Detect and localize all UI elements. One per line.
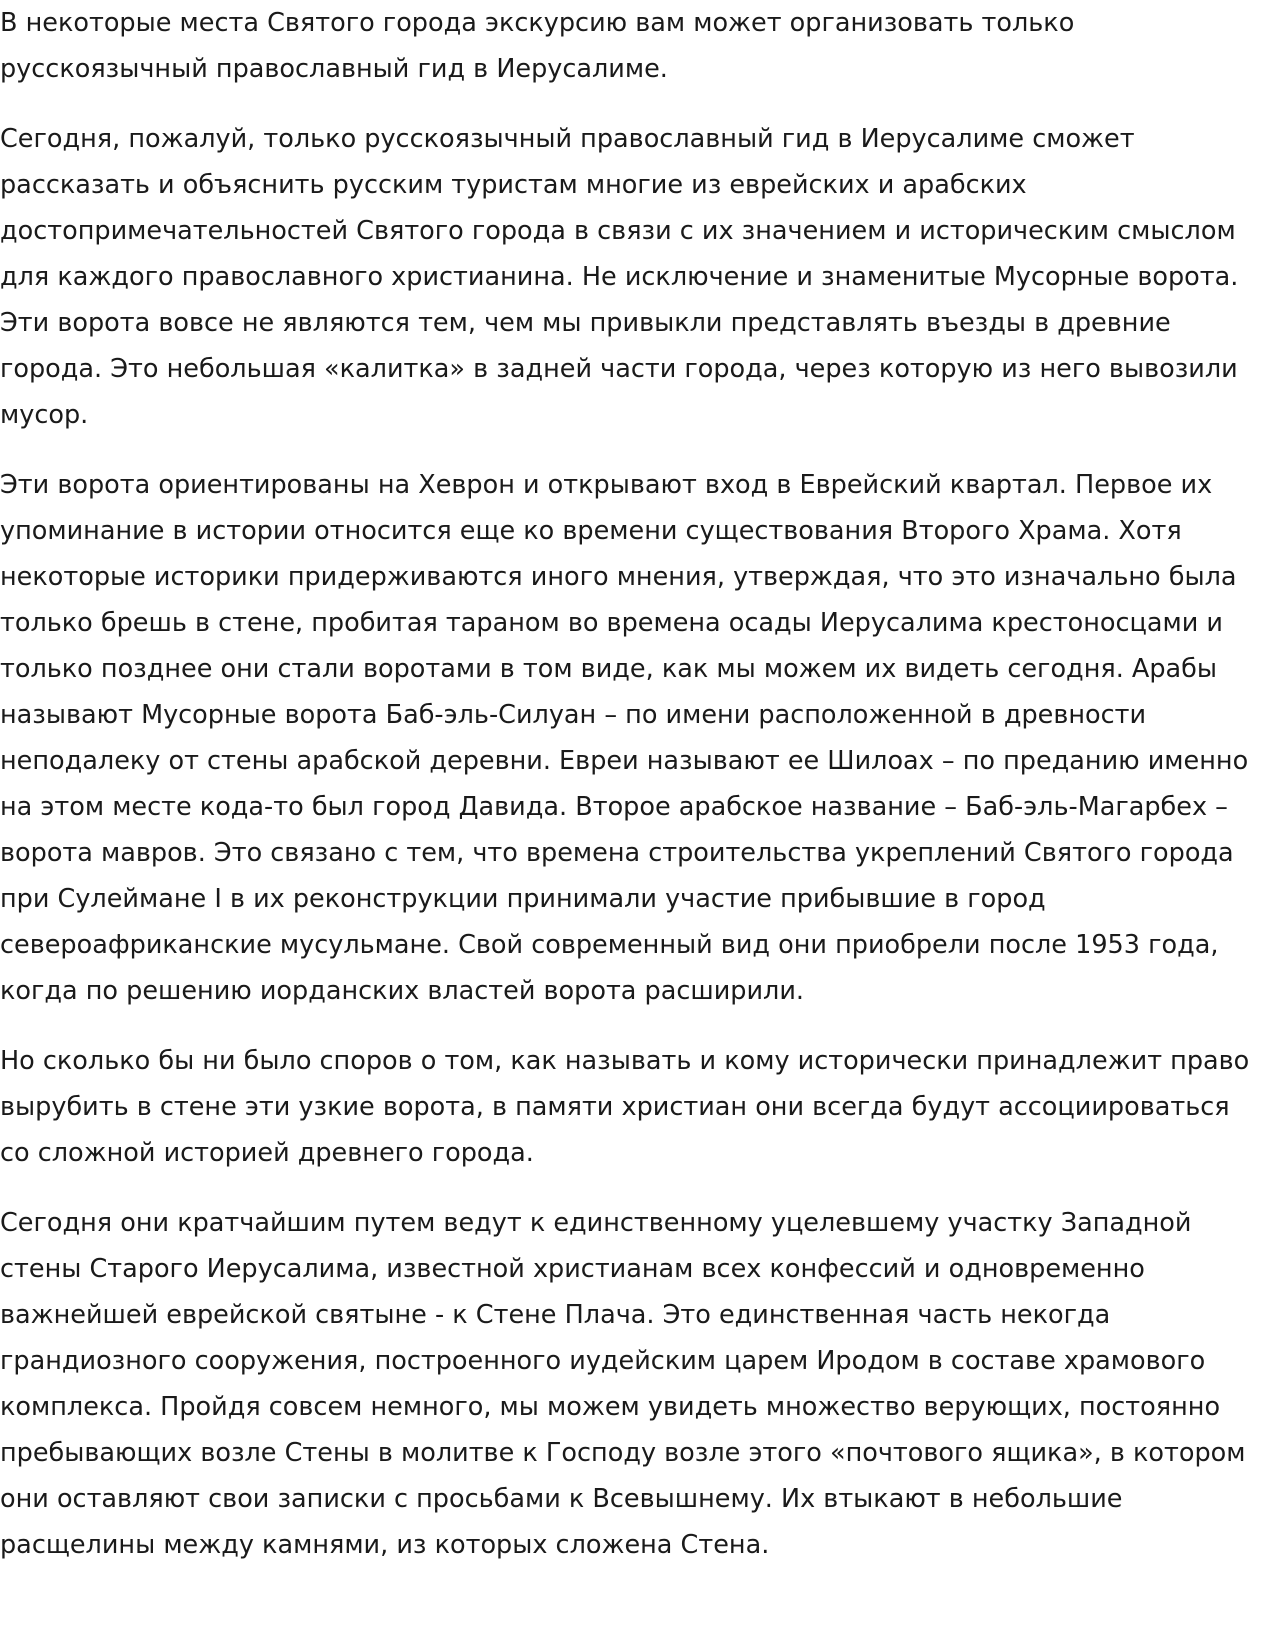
paragraph-gate-memory: Но сколько бы ни было споров о том, как называть и кому исторически принадлежит право вырубить в стене эти узкие ворота, в памяти христиан они всегда будут ассоциироваться со сложной историей древнего города. xyxy=(0,1046,1250,1168)
paragraph-western-wall: Сегодня они кратчайшим путем ведут к единственному уцелевшему участку Западной стены Старого Иерусалима, известной христианам всех конфессий и одновременно важнейшей еврейской святыне - к Стене Плача. Это единственная часть некогда грандиозного сооружения, построенного иудейским царем Иродом в составе храмового комплекса. Пройдя совсем немного, мы можем увидеть множество верующих, постоянно пребывающих возле Стены в молитве к Господу возле этого «почтового ящика», в котором они оставляют свои записки с просьбами к Всевышнему. Их втыкают в небольшие расщелины между камнями, из которых сложена Стена. xyxy=(0,1208,1246,1560)
paragraph-guide-intro: В некоторые места Святого города экскурсию вам может организовать только русскоязычный православный гид в Иерусалиме. xyxy=(0,8,1075,84)
paragraph-gate-history: Эти ворота ориентированы на Хеврон и открывают вход в Еврейский квартал. Первое их упоминание в истории относится еще ко времени существования Второго Храма. Хотя некоторые историки придерживаются иного мнения, утверждая, что это изначально была только брешь в стене, пробитая тараном во времена осады Иерусалима крестоносцами и только позднее они стали воротами в том виде, как мы можем их видеть сегодня. Арабы называют Мусорные ворота Баб-эль-Силуан – по имени расположенной в древности неподалеку от стены арабской деревни. Евреи называют ее Шилоах – по преданию именно на этом месте кода-то был город Давида. Второе арабское название – Баб-эль-Магарбех – ворота мавров. Это связано с тем, что времена строительства укреплений Святого города при Сулеймане I в их реконструкции принимали участие прибывшие в город североафриканские мусульмане. Свой современный вид они приобрели после 1953 года, когда по решению иорданских властей ворота расширили. xyxy=(0,470,1249,1006)
paragraph-dung-gate: Сегодня, пожалуй, только русскоязычный православный гид в Иерусалиме сможет рассказать и объяснить русским туристам многие из еврейских и арабских достопримечательностей Святого города в связи с их значением и историческим смыслом для каждого православного христианина. Не исключение и знаменитые Мусорные ворота. Эти ворота вовсе не являются тем, чем мы привыкли представлять въезды в древние города. Это небольшая «калитка» в задней части города, через которую из него вывозили мусор. xyxy=(0,124,1239,430)
